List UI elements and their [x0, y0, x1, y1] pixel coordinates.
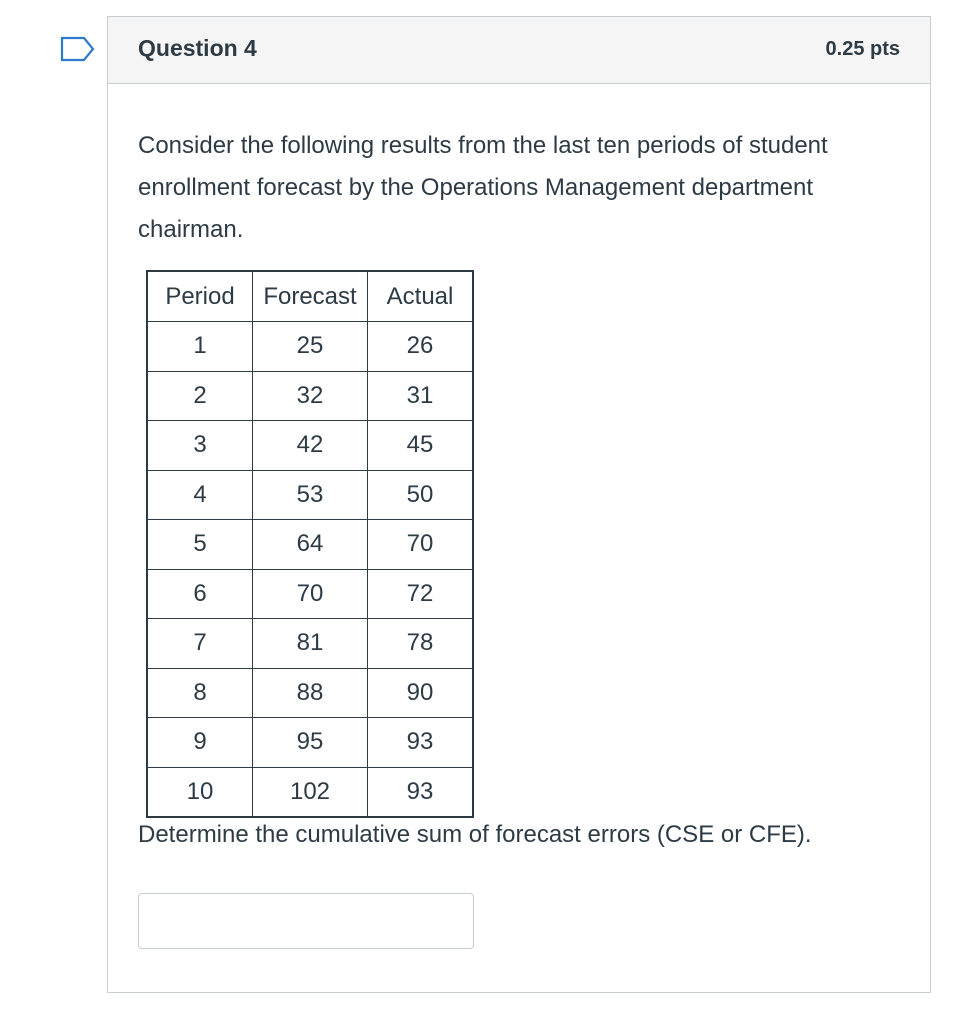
column-header: Actual: [368, 271, 474, 322]
period-cell: 5: [147, 520, 253, 570]
actual-cell: 93: [368, 718, 474, 768]
question-points: 0.25 pts: [825, 38, 900, 60]
table-row: [147, 767, 473, 817]
period-cell: 10: [147, 767, 253, 817]
table-row: [147, 470, 473, 520]
period-cell: 9: [147, 718, 253, 768]
forecast-cell: 42: [253, 421, 368, 471]
question-title: Question 4: [138, 35, 257, 61]
question-card: [107, 16, 931, 993]
question-header: [108, 17, 930, 84]
forecast-cell: 64: [253, 520, 368, 570]
period-cell: 4: [147, 470, 253, 520]
forecast-cell: 88: [253, 668, 368, 718]
forecast-cell: 25: [253, 322, 368, 372]
actual-cell: 72: [368, 569, 474, 619]
table-header-row: [147, 271, 473, 322]
question-instruction: Determine the cumulative sum of forecast errors (CSE or CFE).: [138, 821, 812, 848]
actual-cell: 70: [368, 520, 474, 570]
table-row: [147, 668, 473, 718]
forecast-cell: 95: [253, 718, 368, 768]
period-cell: 6: [147, 569, 253, 619]
table-row: [147, 322, 473, 372]
forecast-cell: 32: [253, 371, 368, 421]
period-cell: 2: [147, 371, 253, 421]
table-row: [147, 520, 473, 570]
column-header: Forecast: [253, 271, 368, 322]
table-row: [147, 421, 473, 471]
forecast-cell: 53: [253, 470, 368, 520]
actual-cell: 90: [368, 668, 474, 718]
flag-icon[interactable]: [60, 36, 96, 62]
forecast-table: [146, 270, 474, 818]
actual-cell: 45: [368, 421, 474, 471]
actual-cell: 93: [368, 767, 474, 817]
forecast-cell: 102: [253, 767, 368, 817]
actual-cell: 31: [368, 371, 474, 421]
answer-input[interactable]: [138, 893, 474, 949]
column-header: Period: [147, 271, 253, 322]
period-cell: 1: [147, 322, 253, 372]
question-prompt: Consider the following results from the last ten periods of student enrollment forecast by the Operations Management department chairman.: [138, 132, 828, 243]
table-row: [147, 569, 473, 619]
forecast-cell: 70: [253, 569, 368, 619]
actual-cell: 50: [368, 470, 474, 520]
period-cell: 3: [147, 421, 253, 471]
actual-cell: 78: [368, 619, 474, 669]
table-row: [147, 619, 473, 669]
period-cell: 7: [147, 619, 253, 669]
period-cell: 8: [147, 668, 253, 718]
forecast-cell: 81: [253, 619, 368, 669]
table-row: [147, 371, 473, 421]
table-row: [147, 718, 473, 768]
actual-cell: 26: [368, 322, 474, 372]
